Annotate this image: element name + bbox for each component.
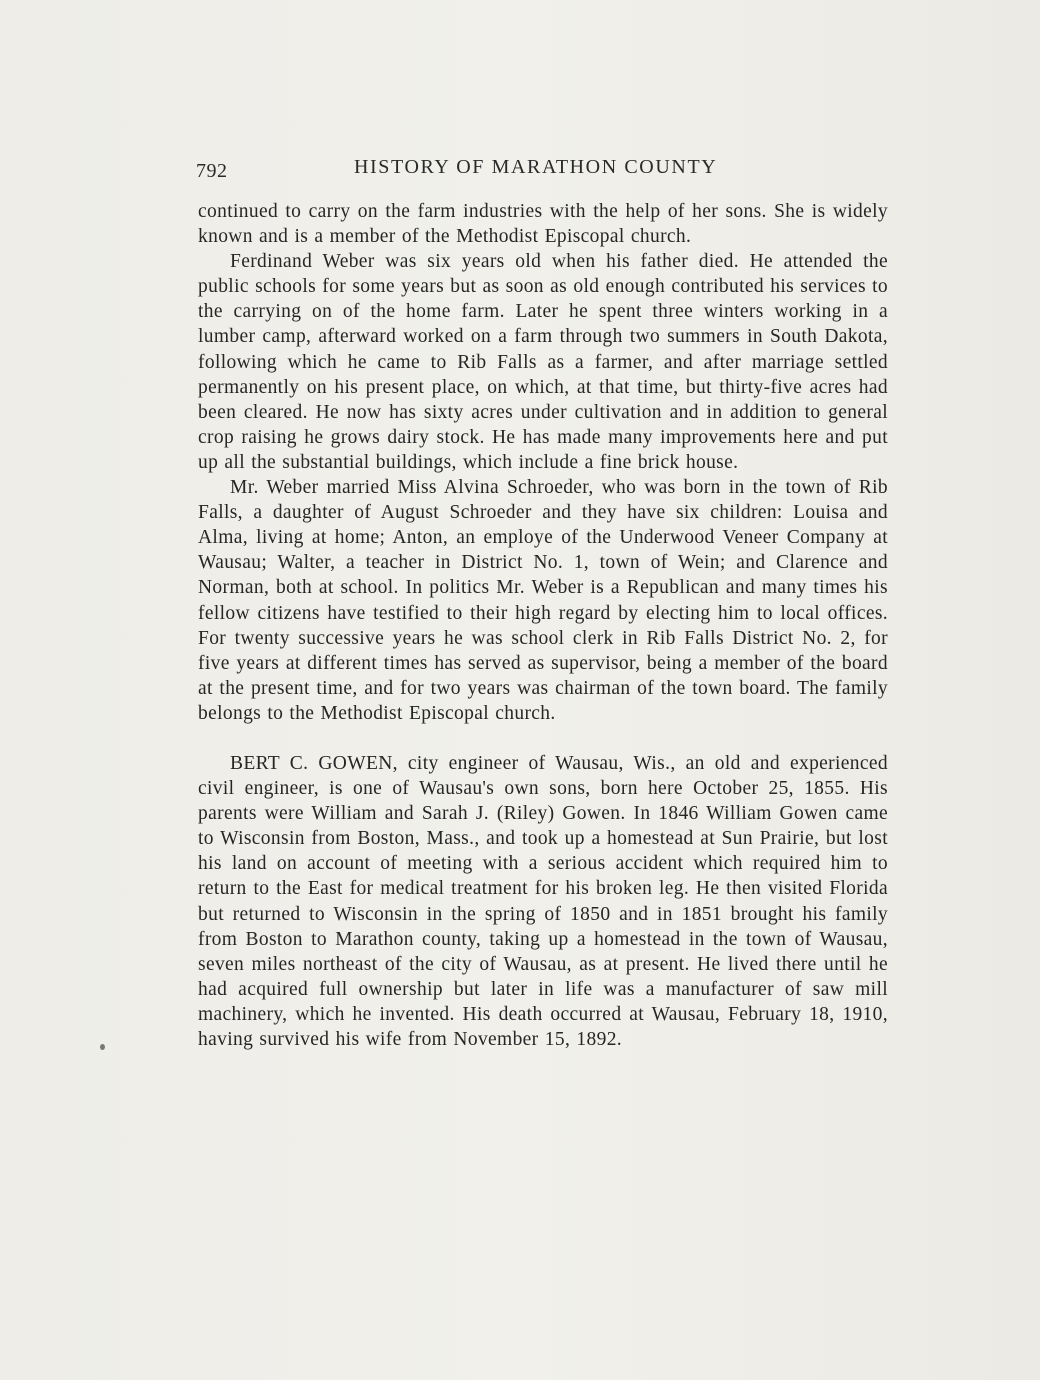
paragraph-bert-gowen: BERT C. GOWEN, city engineer of Wausau, Wis., an old and experienced civil engineer, is one of Wausau's own sons, born here October 25, 1855. His parents were William and Sarah J. (Riley) Gowen. In 1846 William Gowen came to Wisconsin from Boston, Mass., and took up a homestead at Sun Prairie, but lost his land on account of meeting with a serious accident which required him to return to the East for medical treatment for his broken leg. He then visited Florida but returned to Wisconsin in the spring of 1850 and in 1851 brought his family from Boston to Marathon county, taking up a homestead in the town of Wausau, seven miles northeast of the city of Wausau, as at present. He lived there until he had acquired full ownership but later in life was a manufacturer of saw mill machinery, which he invented. His death occurred at Wausau, February 18, 1910, having survived his wife from November 15, 1892. (198, 752, 888, 1050)
paragraph-ferdinand-weber: Ferdinand Weber was six years old when his father died. He attended the public schools for some years but as soon as old enough contributed his services to the carrying on of the home farm. Later he spent three winters working in a lumber camp, afterward worked on a farm through two summers in South Dakota, following which he came to Rib Falls as a farmer, and after marriage settled permanently on his present place, on which, at that time, but thirty-five acres had been cleared. He now has sixty acres under cultivation and in addition to general crop raising he grows dairy stock. He has made many improvements here and put up all the substantial buildings, which include a fine brick house. (198, 251, 888, 473)
page-number: 792 (196, 160, 228, 182)
paper-speck (100, 1044, 105, 1050)
running-title: HISTORY OF MARATHON COUNTY (354, 156, 718, 178)
paragraph-weber-marriage: Mr. Weber married Miss Alvina Schroeder, who was born in the town of Rib Falls, a daughter of August Schroeder and they have six children: Louisa and Alma, living at home; Anton, an employe of the Underwood Veneer Company at Wausau; Walter, a teacher in District No. 1, town of Wein; and Clarence and Norman, both at school. In politics Mr. Weber is a Republican and many times his fellow citizens have testified to their high regard by electing him to local offices. For twenty successive years he was school clerk in Rib Falls District No. 2, for five years at different times has served as supervisor, being a member of the board at the present time, and for two years was chairman of the town board. The family belongs to the Methodist Episcopal church. (198, 477, 888, 724)
paragraph-continued: continued to carry on the farm industries with the help of her sons. She is widely known and is a member of the Methodist Episcopal church. (198, 201, 888, 248)
page-header (196, 156, 892, 184)
body-text (198, 199, 888, 1052)
